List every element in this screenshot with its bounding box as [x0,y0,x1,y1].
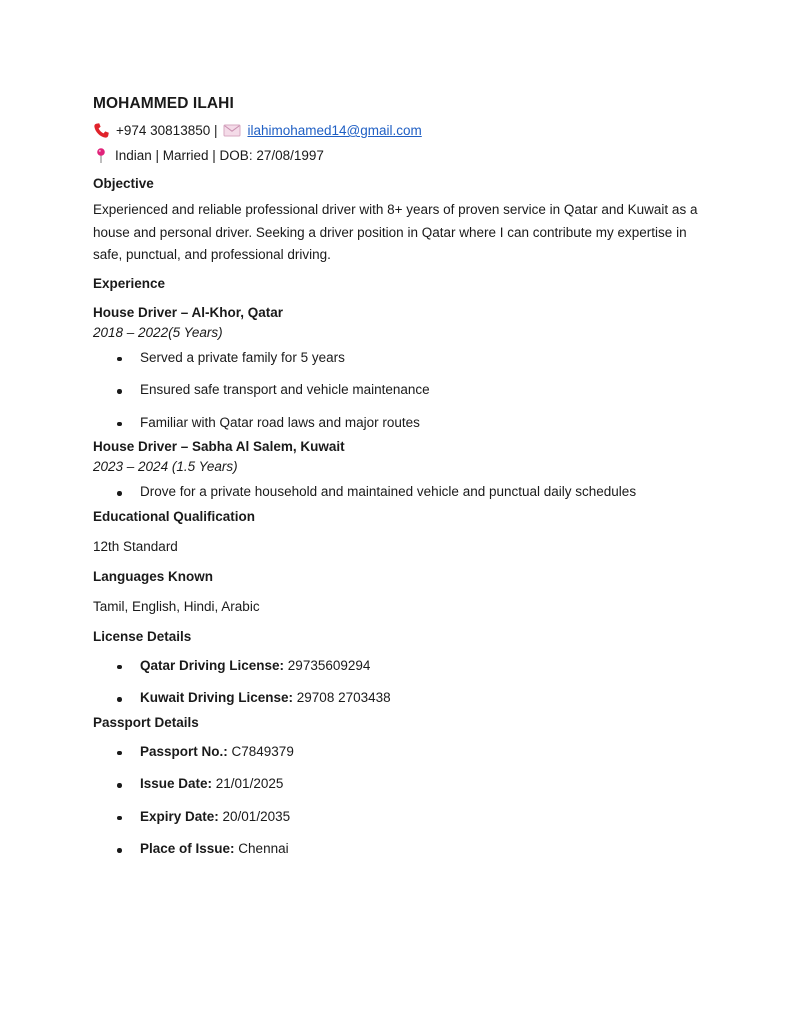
list-item: Drove for a private household and maintained vehicle and punctual daily schedules [93,476,713,509]
list-item [93,650,713,683]
languages-heading: Languages Known [93,568,214,584]
list-item [93,768,713,801]
list-item [93,833,713,866]
email-link[interactable]: ilahimohamed14@gmail.com [247,123,422,138]
education-text: 12th Standard [93,538,178,554]
license-list [93,650,713,715]
job-bullets [93,342,713,440]
personal-details: Indian | Married | DOB: 27/08/1997 [115,148,324,163]
job-title: House Driver – Sabha Al Salem, Kuwait [93,439,345,454]
license-label: Kuwait Driving License: [140,690,294,705]
contact-line [93,118,713,143]
envelope-icon [223,122,241,139]
objective-text: Experienced and reliable professional driver with 8+ years of proven service in Qatar and Kuwait as a house and personal driver. Seeking a driver position in Qatar where I can contribute my expertise in safe, punctual, and professional driving. [93,202,698,262]
experience-heading: Experience [93,275,166,291]
passport-label: Place of Issue: [140,841,235,856]
passport-list [93,736,713,866]
passport-value: 21/01/2025 [212,776,284,791]
resume-content [93,93,713,866]
phone-number: +974 30813850 | [116,123,218,138]
job-title: House Driver – Al-Khor, Qatar [93,304,284,320]
passport-heading: Passport Details [93,714,199,730]
job-period: 2018 – 2022(5 Years) [93,324,223,340]
education-heading: Educational Qualification [93,508,256,524]
list-item [93,682,713,715]
objective-heading: Objective [93,176,154,191]
license-label: Qatar Driving License: [140,657,285,673]
languages-text: Tamil, English, Hindi, Arabic [93,598,260,614]
list-item: Served a private family for 5 years [93,342,713,375]
passport-label: Expiry Date: [140,808,219,824]
passport-label: Issue Date: [140,776,213,791]
list-item [93,801,713,834]
license-heading: License Details [93,628,192,644]
passport-label: Passport No.: [140,743,228,759]
passport-value: 20/01/2035 [218,808,291,824]
list-item: Ensured safe transport and vehicle maintenance [93,374,713,407]
phone-icon [93,122,110,139]
license-value: 29735609294 [284,657,371,673]
passport-value: C7849379 [227,743,294,759]
license-value: 29708 2703438 [293,690,391,705]
job-period: 2023 – 2024 (1.5 Years) [93,459,238,474]
personal-line [93,143,713,168]
list-item: Familiar with Qatar road laws and major routes [93,407,713,440]
passport-value: Chennai [234,841,289,856]
location-pin-icon [93,147,109,164]
list-item [93,736,713,769]
candidate-name: MOHAMMED ILAHI [93,95,234,112]
job-bullets [93,476,713,509]
